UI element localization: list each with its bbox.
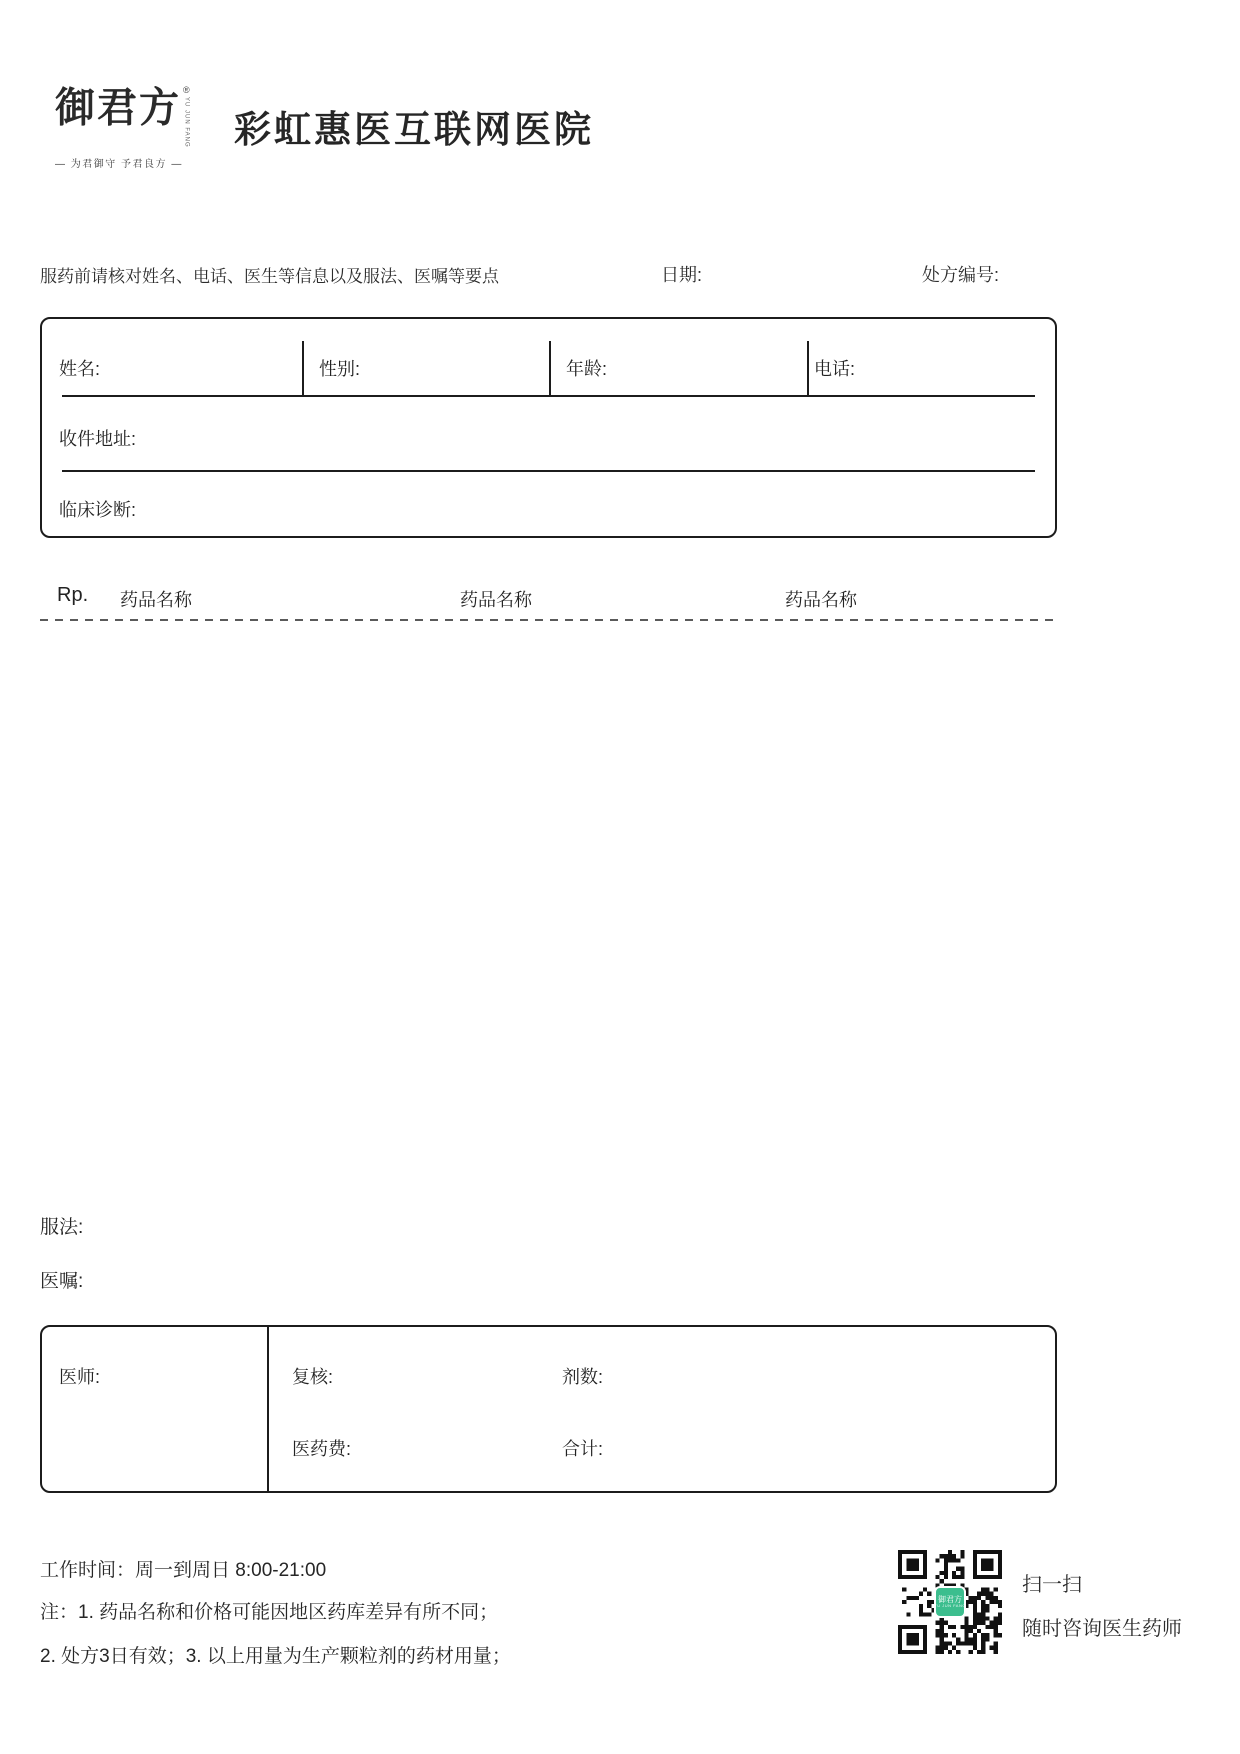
drug-name-column-header: 药品名称 <box>460 590 532 610</box>
brand-logo <box>55 83 215 170</box>
prescription-number-label: 处方编号: <box>922 265 1000 285</box>
rp-label: Rp. <box>57 584 89 606</box>
brand-tagline: — 为君御守 予君良方 — <box>55 158 183 170</box>
review-label: 复核: <box>292 1367 334 1387</box>
field-divider <box>807 341 809 395</box>
drug-name-column-header: 药品名称 <box>120 590 192 610</box>
field-divider <box>549 341 551 395</box>
brand-logo-romanization: YU JUN FANG <box>183 97 190 148</box>
qr-center-logo-subtext: YU JUN FANG <box>934 1603 966 1609</box>
summary-divider <box>267 1327 269 1491</box>
scan-title: 扫一扫 <box>1022 1574 1082 1596</box>
address-field-label: 收件地址: <box>59 429 137 449</box>
diagnosis-field-label: 临床诊断: <box>59 500 137 520</box>
total-label: 合计: <box>562 1439 604 1459</box>
doctor-label: 医师: <box>59 1367 101 1387</box>
note-line-1: 注：1. 药品名称和价格可能因地区药库差异有所不同； <box>40 1602 499 1623</box>
note-line-2: 2. 处方3日有效；3. 以上用量为生产颗粒剂的药材用量； <box>40 1646 511 1667</box>
row-separator <box>62 470 1035 472</box>
name-field-label: 姓名: <box>59 359 101 379</box>
drug-name-column-header: 药品名称 <box>785 590 857 610</box>
doctor-advice-label: 医嘱: <box>40 1271 84 1292</box>
hospital-title: 彩虹惠医互联网医院 <box>234 109 594 150</box>
dose-count-label: 剂数: <box>562 1367 604 1387</box>
verification-notice: 服药前请核对姓名、电话、医生等信息以及服法、医嘱等要点 <box>40 267 499 286</box>
registered-trademark-icon: ® <box>183 85 190 95</box>
date-label: 日期: <box>661 265 703 285</box>
qr-center-logo <box>934 1586 966 1618</box>
summary-box <box>40 1325 1057 1493</box>
patient-info-box <box>40 317 1057 538</box>
gender-field-label: 性别: <box>319 359 361 379</box>
age-field-label: 年龄: <box>566 359 608 379</box>
medicine-fee-label: 医药费: <box>292 1439 352 1459</box>
scan-subtitle: 随时咨询医生药师 <box>1022 1618 1182 1640</box>
row-separator <box>62 395 1035 397</box>
field-divider <box>302 341 304 395</box>
qr-center-logo-text: 御君方 <box>938 1594 962 1604</box>
usage-method-label: 服法: <box>40 1217 84 1238</box>
working-hours: 工作时间：周一到周日 8:00-21:00 <box>40 1560 327 1581</box>
patient-fields-row <box>42 319 1055 395</box>
qr-code <box>898 1550 1002 1654</box>
phone-field-label: 电话: <box>814 359 856 379</box>
brand-logo-name: 御君方 <box>55 83 181 132</box>
rx-dashed-separator <box>40 619 1057 621</box>
